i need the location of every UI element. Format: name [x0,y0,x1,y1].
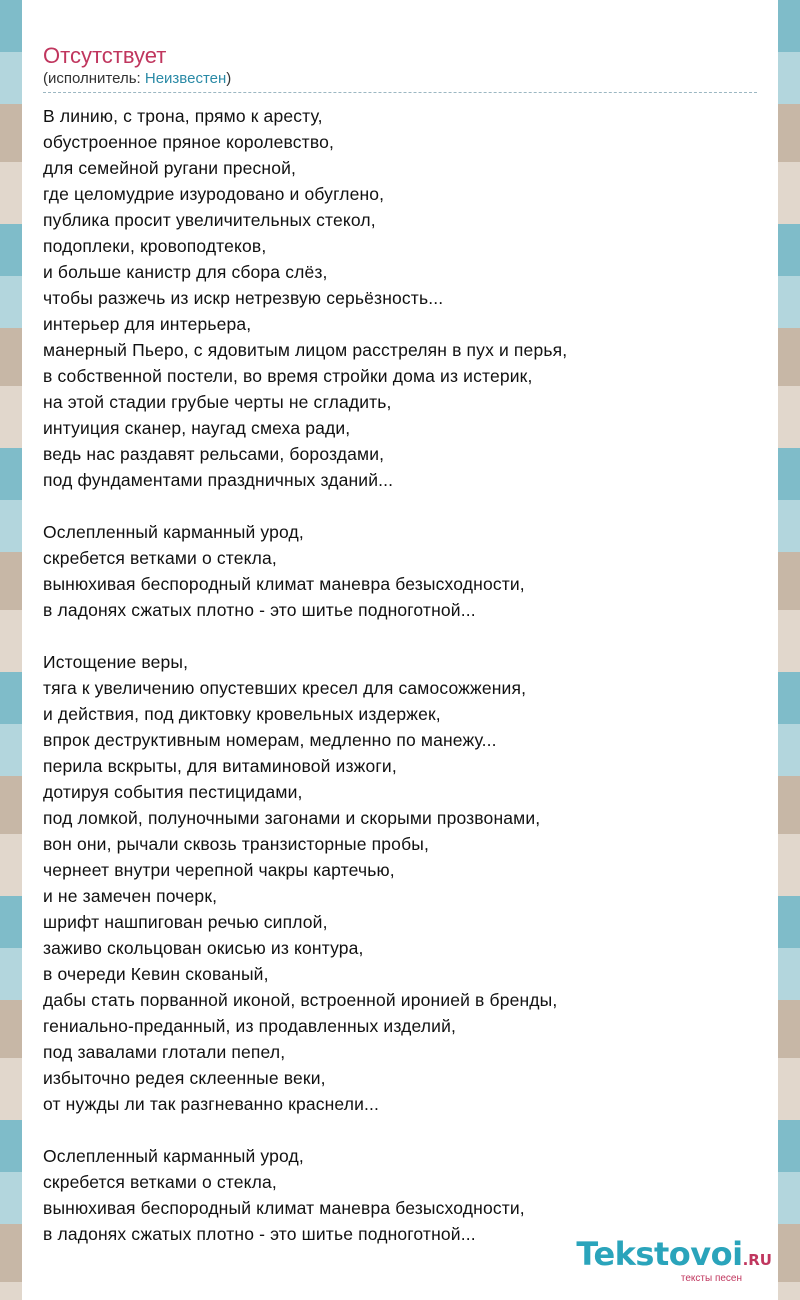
lyric-line: обустроенное пряное королевство, [43,132,334,152]
song-title: Отсутствует [43,43,167,68]
logo-tagline: тексты песен [680,1273,742,1284]
logo-wordmark [576,1237,772,1277]
lyric-line: и действия, под диктовку кровельных издержек, [43,704,441,724]
lyric-line: под ломкой, полуночными загонами и скорыми прозвонами, [43,808,541,828]
lyric-line: в собственной постели, во время стройки дома из истерик, [43,366,533,386]
lyric-line: в ладонях сжатых плотно - это шитье подноготной... [43,600,476,620]
performer-line [43,70,757,93]
lyric-line: заживо скольцован окисью из контура, [43,938,364,958]
lyric-line: вынюхивая беспородный климат маневра безысходности, [43,1198,525,1218]
lyric-line: под завалами глотали пепел, [43,1042,286,1062]
lyric-line: гениально-преданный, из продавленных изделий, [43,1016,457,1036]
lyric-line: на этой стадии грубые черты не сгладить, [43,392,392,412]
lyric-line: дабы стать порванной иконой, встроенной иронией в бренды, [43,990,558,1010]
lyric-line: Ослепленный карманный урод, [43,522,304,542]
lyric-line: от нужды ли так разгневанно краснели... [43,1094,380,1114]
lyric-line: шрифт нашпигован речью сиплой, [43,912,328,932]
lyric-line: чтобы разжечь из искр нетрезвую серьёзность... [43,288,444,308]
logo-tld: .RU [742,1251,772,1269]
lyric-line: Истощение веры, [43,652,189,672]
stanza [43,649,778,1117]
lyric-line: дотируя события пестицидами, [43,782,303,802]
lyric-line: вон они, рычали сквозь транзисторные пробы, [43,834,429,854]
lyric-line: ведь нас раздавят рельсами, бороздами, [43,444,385,464]
performer-suffix: ) [226,70,232,87]
lyric-line: вынюхивая беспородный климат маневра безысходности, [43,574,525,594]
lyric-line: перила вскрыты, для витаминовой изжоги, [43,756,397,776]
site-logo[interactable] [576,1237,772,1284]
lyric-line: чернеет внутри черепной чакры картечью, [43,860,395,880]
lyric-line: впрок деструктивным номерам, медленно по манежу... [43,730,497,750]
lyric-line: в очереди Кевин скованый, [43,964,269,984]
lyric-line: скребется ветками о стекла, [43,548,277,568]
lyric-line: где целомудрие изуродовано и обуглено, [43,184,385,204]
lyric-line: интерьер для интерьера, [43,314,252,334]
lyric-line: тяга к увеличению опустевших кресел для самосожжения, [43,678,527,698]
lyric-line: для семейной ругани пресной, [43,158,297,178]
lyric-line: В линию, с трона, прямо к аресту, [43,106,323,126]
lyric-line: под фундаментами праздничных зданий... [43,470,394,490]
lyric-line: скребется ветками о стекла, [43,1172,277,1192]
lyric-line: публика просит увеличительных стекол, [43,210,376,230]
lyrics-body [43,103,778,1247]
lyric-line: избыточно редея склеенные веки, [43,1068,326,1088]
logo-main-text: Tekstovoi [576,1235,743,1273]
stanza [43,1143,778,1247]
performer-prefix: (исполнитель: [43,70,145,87]
lyric-line: манерный Пьеро, с ядовитым лицом расстрелян в пух и перья, [43,340,568,360]
lyric-line: Ослепленный карманный урод, [43,1146,304,1166]
lyric-line: в ладонях сжатых плотно - это шитье подноготной... [43,1224,476,1244]
lyric-line: подоплеки, кровоподтеков, [43,236,267,256]
stanza [43,103,778,493]
stanza [43,519,778,623]
lyrics-card [22,0,778,1300]
lyric-line: интуиция сканер, наугад смеха ради, [43,418,351,438]
lyric-line: и больше канистр для сбора слёз, [43,262,328,282]
lyric-line: и не замечен почерк, [43,886,218,906]
performer-name-link[interactable]: Неизвестен [144,70,227,87]
